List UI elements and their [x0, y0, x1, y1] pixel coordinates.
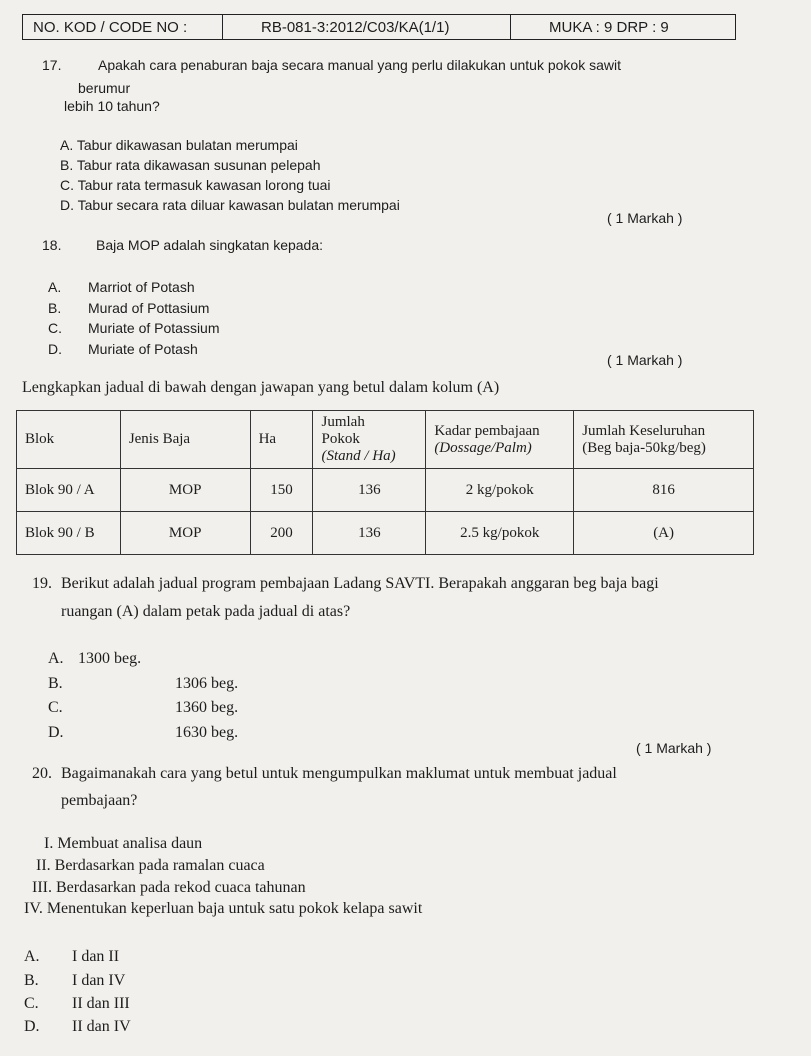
q19-option-d-letter: D.	[48, 724, 64, 741]
q18-option-a-letter: A.	[48, 279, 62, 295]
cell-blok: Blok 90 / B	[17, 512, 121, 555]
cell-ha: 150	[250, 469, 313, 512]
header-total-line2: (Beg baja-50kg/beg)	[582, 439, 706, 456]
q19-marks: ( 1 Markah )	[636, 740, 712, 756]
q17-text-line2: berumur	[78, 80, 131, 96]
header-bar	[22, 14, 736, 40]
q18-marks: ( 1 Markah )	[607, 352, 683, 368]
q20-number: 20.	[32, 765, 52, 782]
q18-option-c[interactable]: Muriate of Potassium	[88, 320, 220, 336]
q20-text-line2: pembajaan?	[61, 792, 138, 809]
q20-option-d-letter: D.	[24, 1018, 40, 1035]
table-header-row	[17, 411, 754, 469]
header-jumlah-line1: Jumlah	[321, 414, 365, 430]
q17-option-a[interactable]: A. Tabur dikawasan bulatan merumpai	[60, 137, 298, 153]
q17-option-c[interactable]: C. Tabur rata termasuk kawasan lorong tuai	[60, 177, 331, 193]
fertilizer-table	[16, 410, 754, 555]
q18-number: 18.	[42, 237, 62, 253]
cell-pokok: 136	[313, 512, 426, 555]
header-ha: Ha	[250, 411, 313, 469]
header-jumlah-pokok	[313, 411, 426, 469]
q20-option-b-letter: B.	[24, 972, 39, 989]
q19-number: 19.	[32, 575, 52, 592]
table-row	[17, 512, 754, 555]
q17-option-b[interactable]: B. Tabur rata dikawasan susunan pelepah	[60, 157, 321, 173]
header-blok: Blok	[17, 411, 121, 469]
cell-ha: 200	[250, 512, 313, 555]
q18-option-d[interactable]: Muriate of Potash	[88, 341, 198, 357]
q19-option-a-letter: A.	[48, 650, 64, 667]
cell-jenis: MOP	[120, 469, 250, 512]
header-kadar-line2: (Dossage/Palm)	[434, 439, 532, 456]
q19-option-b[interactable]: 1306 beg.	[175, 675, 239, 692]
cell-blok: Blok 90 / A	[17, 469, 121, 512]
q18-option-d-letter: D.	[48, 341, 62, 357]
cell-pokok: 136	[313, 469, 426, 512]
header-jenis-baja: Jenis Baja	[120, 411, 250, 469]
cell-jenis: MOP	[120, 512, 250, 555]
table-instruction: Lengkapkan jadual di bawah dengan jawapan yang betul dalam kolum (A)	[22, 379, 500, 396]
header-jumlah-keseluruhan	[574, 411, 754, 469]
q17-text-line1: Apakah cara penaburan baja secara manual yang perlu dilakukan untuk pokok sawit	[98, 57, 622, 73]
q17-option-d[interactable]: D. Tabur secara rata diluar kawasan bulatan merumpai	[60, 197, 400, 213]
q20-option-b[interactable]: I dan IV	[72, 972, 126, 989]
cell-kadar: 2.5 kg/pokok	[426, 512, 574, 555]
header-jumlah-line3: (Stand / Ha)	[321, 448, 396, 464]
q18-text: Baja MOP adalah singkatan kepada:	[96, 237, 324, 253]
q18-option-b-letter: B.	[48, 300, 62, 316]
q20-option-c-letter: C.	[24, 995, 39, 1012]
q18-option-a[interactable]: Marriot of Potash	[88, 279, 195, 295]
q18-option-b[interactable]: Murad of Pottasium	[88, 300, 210, 316]
q20-option-d[interactable]: II dan IV	[72, 1018, 131, 1035]
q17-number: 17.	[42, 57, 62, 73]
q19-text-line1: Berikut adalah jadual program pembajaan Ladang SAVTI. Berapakah anggaran beg baja bagi	[61, 575, 659, 592]
header-total-line1: Jumlah Keseluruhan	[582, 422, 706, 439]
code-value: RB-081-3:2012/C03/KA(1/1)	[223, 15, 511, 39]
q17-marks: ( 1 Markah )	[607, 210, 683, 226]
q20-option-a-letter: A.	[24, 948, 40, 965]
q20-statement-ii: II. Berdasarkan pada ramalan cuaca	[36, 857, 265, 874]
q18-option-c-letter: C.	[48, 320, 62, 336]
q19-text-line2: ruangan (A) dalam petak pada jadual di atas?	[61, 603, 351, 620]
q19-option-c-letter: C.	[48, 699, 63, 716]
code-label: NO. KOD / CODE NO :	[23, 15, 223, 39]
q20-statement-iv: IV. Menentukan keperluan baja untuk satu pokok kelapa sawit	[24, 900, 423, 917]
table-row	[17, 469, 754, 512]
q19-option-b-letter: B.	[48, 675, 63, 692]
q19-option-d[interactable]: 1630 beg.	[175, 724, 239, 741]
cell-total-answer[interactable]: (A)	[574, 512, 754, 555]
q20-statement-i: I. Membuat analisa daun	[44, 835, 203, 852]
cell-kadar: 2 kg/pokok	[426, 469, 574, 512]
q17-text-line3: lebih 10 tahun?	[64, 98, 160, 114]
cell-total: 816	[574, 469, 754, 512]
header-kadar	[426, 411, 574, 469]
q20-statement-iii: III. Berdasarkan pada rekod cuaca tahunan	[32, 879, 306, 896]
header-kadar-line1: Kadar pembajaan	[434, 422, 540, 439]
q19-option-c[interactable]: 1360 beg.	[175, 699, 239, 716]
q20-text-line1: Bagaimanakah cara yang betul untuk mengumpulkan maklumat untuk membuat jadual	[61, 765, 617, 782]
header-jumlah-line2: Pokok	[321, 431, 360, 447]
q20-option-a[interactable]: I dan II	[72, 948, 120, 965]
q20-option-c[interactable]: II dan III	[72, 995, 130, 1012]
page-info: MUKA : 9 DRP : 9	[549, 18, 669, 36]
q19-option-a[interactable]: 1300 beg.	[78, 650, 142, 667]
